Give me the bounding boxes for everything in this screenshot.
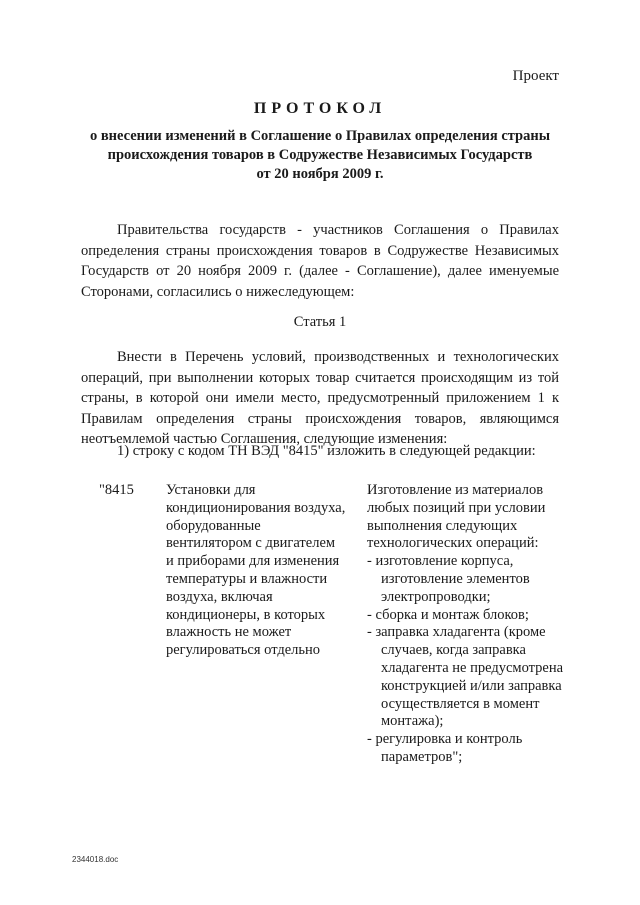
document-title: ПРОТОКОЛ	[253, 100, 387, 117]
condition-line: выполнения следующих	[367, 517, 518, 534]
subtitle-line: происхождения товаров в Содружестве Независимых Государств	[107, 147, 533, 163]
table-condition-cell	[367, 482, 567, 767]
condition-line: электропроводки;	[381, 588, 491, 605]
table-code-cell: "8415	[99, 482, 134, 498]
subtitle-line: о внесении изменений в Соглашение о Правилах определения страны	[89, 128, 551, 144]
description-line: воздуха, включая	[166, 588, 273, 605]
description-line: регулироваться отдельно	[166, 642, 321, 659]
document-subtitle	[70, 127, 570, 184]
document-file-code: 2344018.doc	[72, 855, 119, 864]
description-line: кондиционирования воздуха,	[166, 499, 346, 516]
description-line: температуры и влажности	[166, 570, 328, 587]
intro-line: Сторонами, согласились о нижеследующем:	[81, 283, 355, 300]
condition-line: Изготовление из материалов	[367, 482, 544, 498]
condition-line: параметров";	[381, 748, 463, 765]
amendment-line: страны, в которой они имели место, предусмотренный приложением 1 к	[81, 390, 559, 406]
subtitle-line: от 20 ноября 2009 г.	[256, 166, 384, 182]
description-line: вентилятором с двигателем	[166, 535, 336, 552]
table-description-cell	[166, 482, 356, 660]
amendment-line: Правилам определения страны происхождения товаров, являющимся	[81, 410, 559, 427]
condition-line: хладагента не предусмотрена	[381, 659, 564, 676]
amendment-line: Внести в Перечень условий, производственных и технологических	[117, 349, 559, 365]
condition-line: монтажа);	[381, 713, 444, 730]
condition-line: - сборка и монтаж блоков;	[367, 606, 529, 623]
amendment-paragraph	[81, 347, 559, 450]
intro-paragraph	[81, 220, 559, 302]
condition-line: - регулировка и контроль	[367, 731, 523, 748]
amendment-item-1: 1) строку с кодом ТН ВЭД "8415" изложить в следующей редакции:	[117, 443, 536, 459]
amendment-line: операций, при выполнении которых товар считается происходящим из той	[81, 369, 559, 386]
condition-line: осуществляется в момент	[381, 695, 540, 712]
condition-line: конструкцией и/или заправка	[381, 677, 562, 694]
draft-label: Проект	[512, 68, 559, 84]
condition-line: - заправка хладагента (кроме	[367, 624, 546, 641]
intro-line: определения страны происхождения товаров в Содружестве Независимых	[81, 242, 559, 259]
description-line: влажность не может	[166, 624, 292, 641]
article-heading: Статья 1	[293, 314, 347, 330]
description-line: кондиционеры, в которых	[166, 606, 326, 623]
description-line: Установки для	[166, 482, 256, 498]
description-line: и приборами для изменения	[166, 553, 340, 570]
intro-line: Правительства государств - участников Соглашения о Правилах	[117, 222, 559, 238]
condition-line: любых позиций при условии	[367, 499, 546, 516]
condition-line: случаев, когда заправка	[381, 642, 526, 659]
condition-line: технологических операций:	[367, 535, 539, 552]
description-line: оборудованные	[166, 517, 261, 534]
condition-line: - изготовление корпуса,	[367, 553, 514, 570]
amendment-line: неотъемлемой частью Соглашения, следующие изменения:	[81, 431, 448, 447]
condition-line: изготовление элементов	[381, 570, 530, 587]
intro-line: Государств от 20 ноября 2009 г. (далее - Соглашение), далее именуемые	[81, 263, 559, 279]
